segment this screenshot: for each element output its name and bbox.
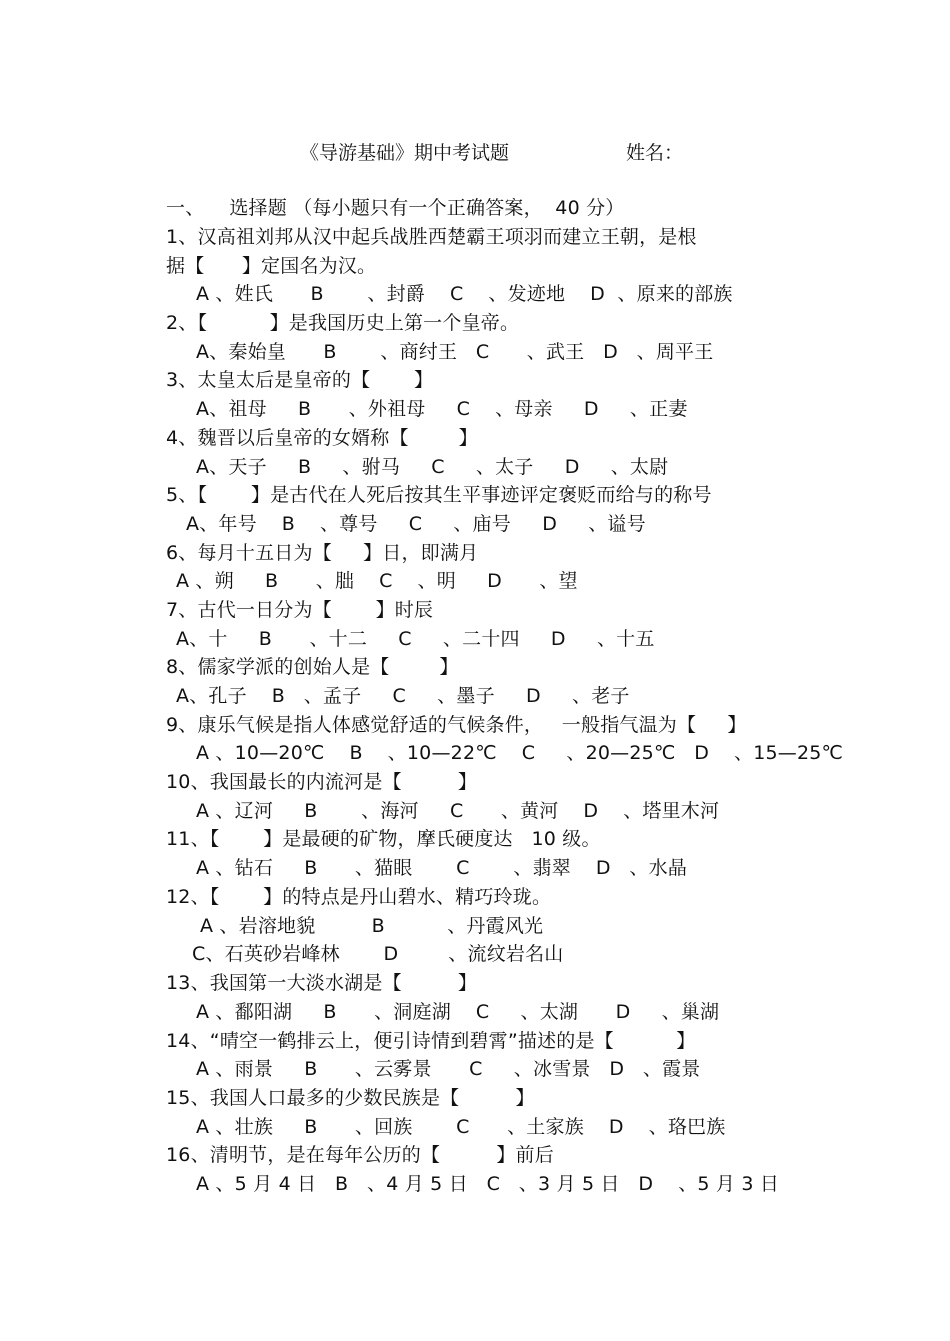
question-3-text: 3、太皇太后是皇帝的【 】	[166, 369, 434, 391]
question-14-options: A 、雨景 B 、云雾景 C 、冰雪景 D 、霞景	[196, 1058, 701, 1080]
question-9-options: A 、10—20℃ B 、10—22℃ C 、20—25℃ D 、15—25℃	[196, 742, 844, 764]
question-1-options: A 、姓氏 B 、封爵 C 、发迹地 D 、原来的部族	[196, 283, 733, 305]
question-3-options: A、祖母 B 、外祖母 C 、母亲 D 、正妻	[196, 398, 688, 420]
question-8-options: A、孔子 B 、孟子 C 、墨子 D 、老子	[176, 685, 630, 707]
question-16-text: 16、清明节，是在每年公历的【 】前后	[166, 1144, 554, 1166]
question-4-text: 4、魏晋以后皇帝的女婿称【 】	[166, 427, 478, 449]
question-13-text: 13、我国第一大淡水湖是【 】	[166, 972, 478, 994]
question-5-text: 5、【 】是古代在人死后按其生平事迹评定褒贬而给与的称号	[166, 484, 712, 506]
question-11-options: A 、钻石 B 、猫眼 C 、翡翠 D 、水晶	[196, 857, 688, 879]
question-12-text: 12、【 】的特点是丹山碧水、精巧玲珑。	[166, 886, 552, 908]
name-label: 姓名：	[626, 142, 684, 164]
question-11-text: 11、【 】是最硬的矿物，摩氏硬度达 10 级。	[166, 828, 601, 850]
page-title: 《导游基础》期中考试题	[300, 142, 510, 164]
question-4-options: A、天子 B 、驸马 C 、太子 D 、太尉	[196, 456, 669, 478]
question-15-text: 15、我国人口最多的少数民族是【 】	[166, 1087, 535, 1109]
question-6-text: 6、每月十五日为【 】日，即满月	[166, 542, 479, 564]
question-13-options: A 、鄱阳湖 B 、洞庭湖 C 、太湖 D 、巢湖	[196, 1001, 720, 1023]
question-9-text: 9、康乐气候是指人体感觉舒适的气候条件， 一般指气温为【 】	[166, 714, 747, 736]
question-7-text: 7、古代一日分为【 】时辰	[166, 599, 434, 621]
question-12-options-cd: C、石英砂岩峰林 D 、流纹岩名山	[192, 943, 564, 965]
question-2-text: 2、【 】是我国历史上第一个皇帝。	[166, 312, 520, 334]
question-6-options: A 、朔 B 、朏 C 、明 D 、望	[176, 570, 578, 592]
question-5-options: A、年号 B 、尊号 C 、庙号 D 、谥号	[186, 513, 646, 535]
question-14-text: 14、“晴空一鹤排云上，便引诗情到碧霄”描述的是【 】	[166, 1030, 696, 1052]
question-8-text: 8、儒家学派的创始人是【 】	[166, 656, 459, 678]
question-1-text: 1、汉高祖刘邦从汉中起兵战胜西楚霸王项羽而建立王朝，是根	[166, 226, 697, 248]
question-1-text-cont: 据【 】定国名为汉。	[166, 255, 377, 277]
question-2-options: A、秦始皇 B 、商纣王 C 、武王 D 、周平王	[196, 341, 714, 363]
question-7-options: A、十 B 、十二 C 、二十四 D 、十五	[176, 628, 655, 650]
question-16-options: A 、5 月 4 日 B 、4 月 5 日 C 、3 月 5 日 D 、5 月 3 日	[196, 1173, 780, 1195]
question-15-options: A 、壮族 B 、回族 C 、土家族 D 、珞巴族	[196, 1116, 726, 1138]
question-10-text: 10、我国最长的内流河是【 】	[166, 771, 478, 793]
question-12-options-ab: A 、岩溶地貌 B 、丹霞风光	[200, 915, 544, 937]
question-10-options: A 、辽河 B 、海河 C 、黄河 D 、塔里木河	[196, 800, 720, 822]
section-heading: 一、 选择题 （每小题只有一个正确答案， 40 分）	[166, 197, 625, 219]
